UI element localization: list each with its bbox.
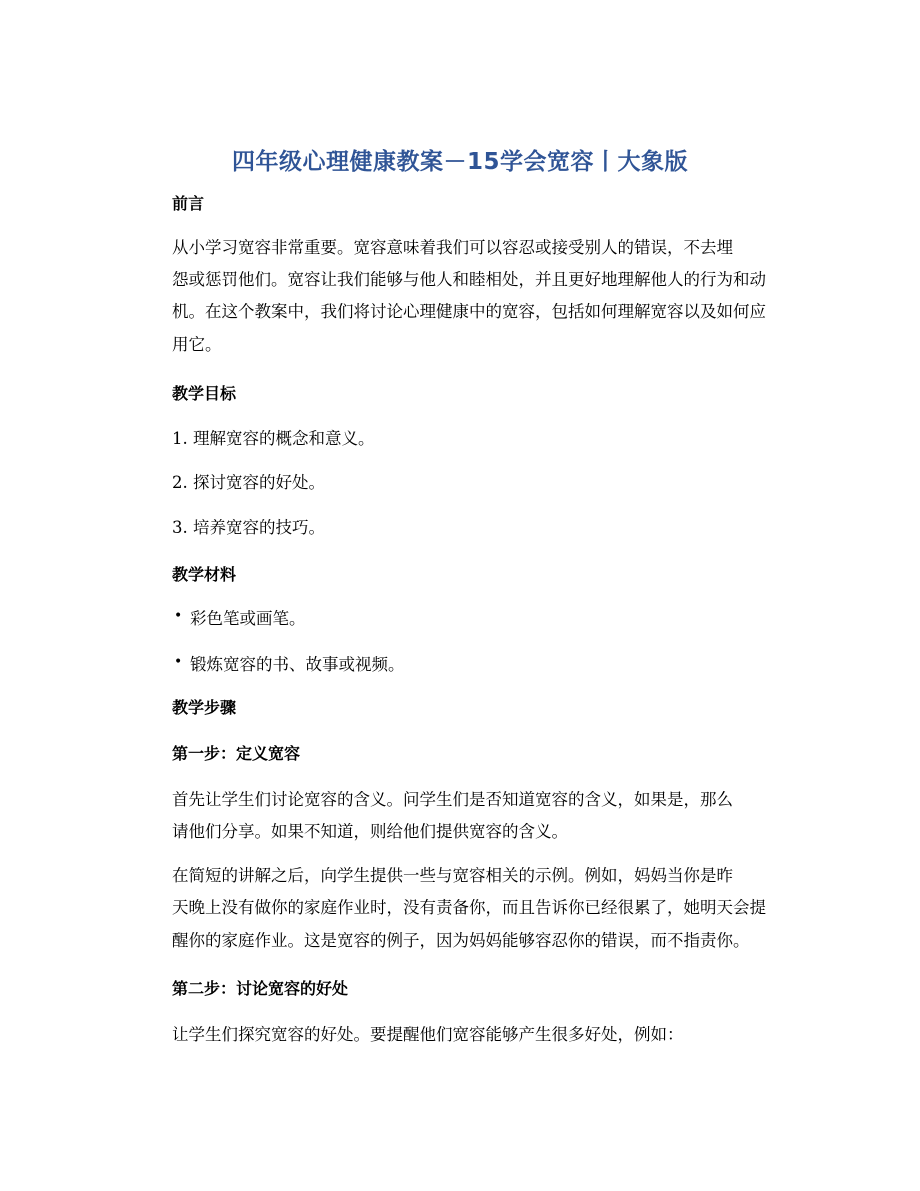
preface-line-1: 从小学习宽容非常重要。宽容意味着我们可以容忍或接受别人的错误，不去埋 — [172, 238, 733, 257]
objective-item-2: 2. 探讨宽容的好处。 — [172, 473, 325, 492]
step1-p2-line-3: 醒你的家庭作业。这是宽容的例子，因为妈妈能够容忍你的错误，而不指责你。 — [172, 931, 750, 950]
step1-heading: 第一步：定义宽容 — [172, 744, 301, 763]
section-heading-materials: 教学材料 — [172, 565, 237, 584]
document-title: 四年级心理健康教案－15学会宽容丨大象版 — [231, 149, 688, 175]
objective-item-3: 3. 培养宽容的技巧。 — [172, 518, 325, 537]
section-heading-preface: 前言 — [172, 194, 205, 213]
step1-p2-line-2: 天晚上没有做你的家庭作业时，没有责备你，而且告诉你已经很累了，她明天会提 — [172, 898, 766, 917]
objective-item-1: 1. 理解宽容的概念和意义。 — [172, 429, 375, 448]
step1-p1-line-1: 首先让学生们讨论宽容的含义。问学生们是否知道宽容的含义，如果是，那么 — [172, 790, 733, 809]
section-heading-objectives: 教学目标 — [172, 384, 237, 403]
section-heading-steps: 教学步骤 — [172, 698, 237, 717]
step2-heading: 第二步：讨论宽容的好处 — [172, 979, 349, 998]
step2-p1-line-1: 让学生们探究宽容的好处。要提醒他们宽容能够产生很多好处，例如： — [172, 1025, 684, 1044]
preface-line-2: 怨或惩罚他们。宽容让我们能够与他人和睦相处，并且更好地理解他人的行为和动 — [172, 270, 766, 289]
bullet-icon: • — [174, 654, 183, 670]
step1-p2-line-1: 在简短的讲解之后，向学生提供一些与宽容相关的示例。例如，妈妈当你是昨 — [172, 866, 733, 885]
preface-line-4: 用它。 — [172, 335, 222, 354]
bullet-icon: • — [174, 608, 183, 624]
preface-line-3: 机。在这个教案中，我们将讨论心理健康中的宽容，包括如何理解宽容以及如何应 — [172, 302, 766, 321]
step1-p1-line-2: 请他们分享。如果不知道，则给他们提供宽容的含义。 — [172, 822, 568, 841]
material-item-label: 锻炼宽容的书、故事或视频。 — [190, 655, 405, 674]
material-item-label: 彩色笔或画笔。 — [190, 609, 306, 628]
